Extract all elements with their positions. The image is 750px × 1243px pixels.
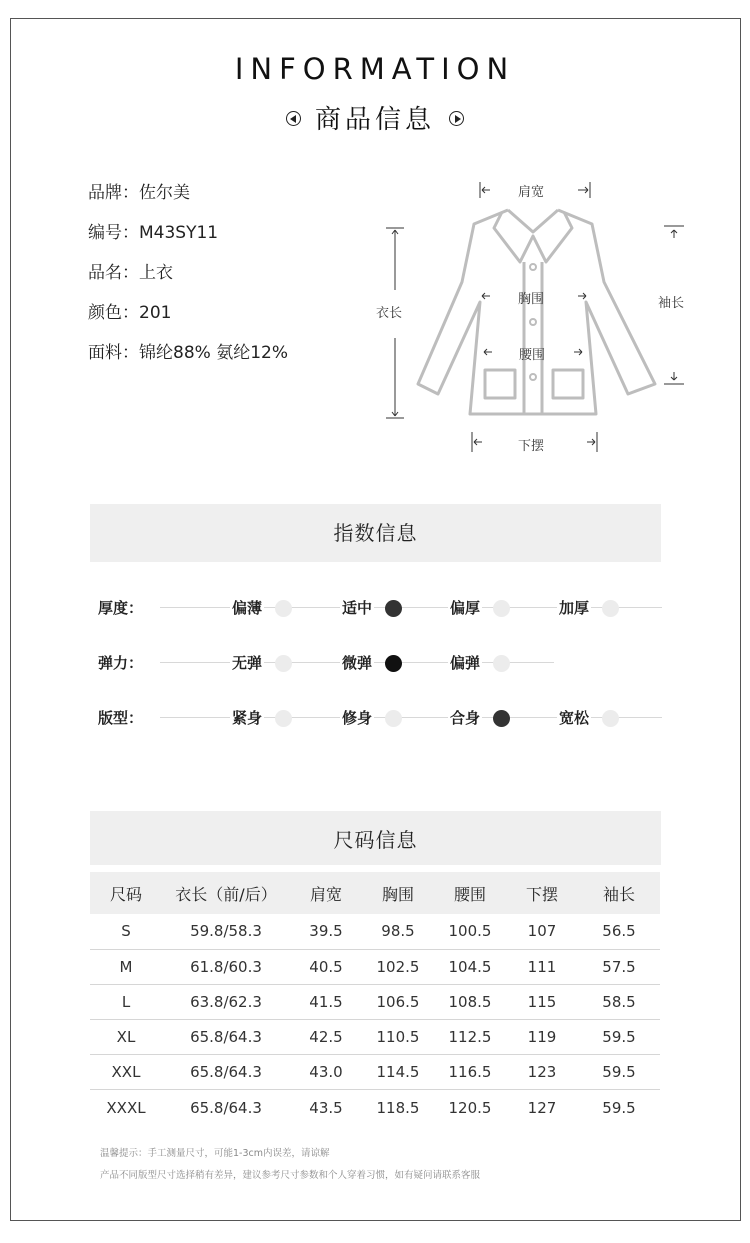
size-table — [90, 872, 660, 1125]
label-sleeve: 袖长 — [658, 296, 685, 311]
table-header-cell: 下摆 — [506, 872, 578, 914]
size-table-header-row — [90, 872, 660, 914]
info-row-name — [88, 262, 288, 302]
info-label: 品名： — [88, 263, 139, 283]
index-option: 适中 — [340, 596, 374, 620]
index-row-fit — [98, 706, 668, 730]
label-length: 衣长 — [376, 306, 403, 321]
info-label: 编号： — [88, 223, 139, 243]
table-row — [90, 1020, 660, 1055]
table-cell: 120.5 — [448, 1098, 492, 1117]
index-row-thickness — [98, 596, 668, 620]
info-value: 上衣 — [139, 263, 173, 283]
index-section-title: 指数信息 — [90, 504, 661, 562]
title-chinese: 商品信息 — [314, 105, 435, 135]
label-hem: 下摆 — [518, 439, 545, 454]
table-cell: 98.5 — [362, 914, 434, 949]
index-label: 厚度： — [98, 599, 144, 617]
index-dot-selected — [385, 655, 402, 672]
table-cell: 59.8/58.3 — [162, 914, 290, 949]
table-cell: L — [90, 984, 162, 1019]
table-cell: 119 — [506, 1020, 578, 1055]
info-row-code — [88, 222, 288, 262]
index-option: 合身 — [448, 706, 482, 730]
table-cell: 104.5 — [434, 949, 506, 984]
size-section-title: 尺码信息 — [90, 811, 661, 865]
info-value: 锦纶88% 氨纶12% — [139, 343, 288, 363]
table-header-cell: 胸围 — [362, 872, 434, 914]
table-row — [90, 949, 660, 984]
info-label: 品牌： — [88, 183, 139, 203]
table-cell: 102.5 — [362, 949, 434, 984]
table-cell: XXXL — [106, 1098, 146, 1117]
label-chest: 胸围 — [518, 292, 545, 307]
index-option: 加厚 — [557, 596, 591, 620]
index-label: 弹力： — [98, 654, 144, 672]
table-cell: 116.5 — [434, 1055, 506, 1090]
info-label: 颜色： — [88, 303, 139, 323]
label-waist: 腰围 — [519, 348, 546, 363]
index-option: 紧身 — [230, 706, 264, 730]
index-dot — [602, 710, 619, 727]
index-row-elasticity — [98, 651, 668, 675]
note-measurement: 温馨提示：手工测量尺寸，可能1-3cm内误差，请谅解 — [100, 1148, 330, 1159]
table-cell: 57.5 — [578, 949, 660, 984]
table-header-cell: 衣长（前/后） — [162, 872, 290, 914]
table-row — [90, 1055, 660, 1090]
index-label: 版型： — [98, 709, 144, 727]
info-row-fabric — [88, 342, 288, 382]
note-fit-advice: 产品不同版型尺寸选择稍有差异，建议参考尺寸参数和个人穿着习惯，如有疑问请联系客服 — [100, 1170, 481, 1181]
table-cell: 65.8/64.3 — [190, 1098, 262, 1117]
index-dot — [493, 600, 510, 617]
info-value: 201 — [139, 303, 172, 323]
index-option: 无弹 — [230, 651, 264, 675]
table-cell: 39.5 — [290, 914, 362, 949]
index-dot — [275, 710, 292, 727]
table-header-cell: 腰围 — [434, 872, 506, 914]
table-cell: 118.5 — [376, 1098, 420, 1117]
title-chinese-wrap — [0, 99, 750, 136]
table-cell: 65.8/64.3 — [162, 1055, 290, 1090]
table-cell: 112.5 — [434, 1020, 506, 1055]
jacket-diagram — [370, 172, 700, 462]
table-cell: 61.8/60.3 — [162, 949, 290, 984]
info-row-brand — [88, 182, 288, 222]
jacket-outline-icon — [370, 172, 700, 462]
table-cell: 43.5 — [309, 1098, 343, 1117]
info-value: M43SY11 — [139, 223, 219, 243]
arrow-left-icon — [286, 111, 301, 126]
table-cell: 106.5 — [362, 984, 434, 1019]
table-cell: 100.5 — [434, 914, 506, 949]
table-cell: 59.5 — [578, 1020, 660, 1055]
index-dot-selected — [493, 710, 510, 727]
table-cell: 110.5 — [362, 1020, 434, 1055]
index-dot — [602, 600, 619, 617]
product-info-list — [88, 182, 288, 382]
table-cell: 123 — [506, 1055, 578, 1090]
table-cell: 59.5 — [578, 1055, 660, 1090]
index-option: 微弹 — [340, 651, 374, 675]
table-row — [90, 914, 660, 949]
table-cell: 63.8/62.3 — [162, 984, 290, 1019]
table-header-cell: 袖长 — [578, 872, 660, 914]
index-option: 偏弹 — [448, 651, 482, 675]
table-cell: 43.0 — [290, 1055, 362, 1090]
info-row-color — [88, 302, 288, 342]
arrow-right-icon — [449, 111, 464, 126]
index-option: 修身 — [340, 706, 374, 730]
index-option: 偏厚 — [448, 596, 482, 620]
table-cell: 56.5 — [578, 914, 660, 949]
table-cell: 40.5 — [290, 949, 362, 984]
table-header-cell: 尺码 — [90, 872, 162, 914]
table-cell: 42.5 — [290, 1020, 362, 1055]
index-option: 偏薄 — [230, 596, 264, 620]
title-english: INFORMATION — [234, 52, 516, 86]
table-cell: 58.5 — [578, 984, 660, 1019]
table-row — [90, 984, 660, 1019]
index-dot — [275, 655, 292, 672]
label-shoulder: 肩宽 — [518, 185, 545, 200]
table-cell: 41.5 — [290, 984, 362, 1019]
table-cell: 115 — [506, 984, 578, 1019]
table-header-cell: 肩宽 — [290, 872, 362, 914]
table-row — [90, 1090, 660, 1125]
table-cell: S — [90, 914, 162, 949]
info-label: 面料： — [88, 343, 139, 363]
table-cell: 111 — [506, 949, 578, 984]
table-cell: 127 — [527, 1098, 557, 1117]
info-value: 佐尔美 — [139, 183, 190, 203]
index-dot — [493, 655, 510, 672]
table-cell: 107 — [506, 914, 578, 949]
table-cell: 108.5 — [434, 984, 506, 1019]
table-cell: XL — [90, 1020, 162, 1055]
index-dot-selected — [385, 600, 402, 617]
table-cell: M — [90, 949, 162, 984]
table-cell: 114.5 — [362, 1055, 434, 1090]
table-cell: 65.8/64.3 — [162, 1020, 290, 1055]
table-cell: XXL — [90, 1055, 162, 1090]
index-dot — [385, 710, 402, 727]
index-option: 宽松 — [557, 706, 591, 730]
index-dot — [275, 600, 292, 617]
table-cell: 59.5 — [602, 1098, 636, 1117]
